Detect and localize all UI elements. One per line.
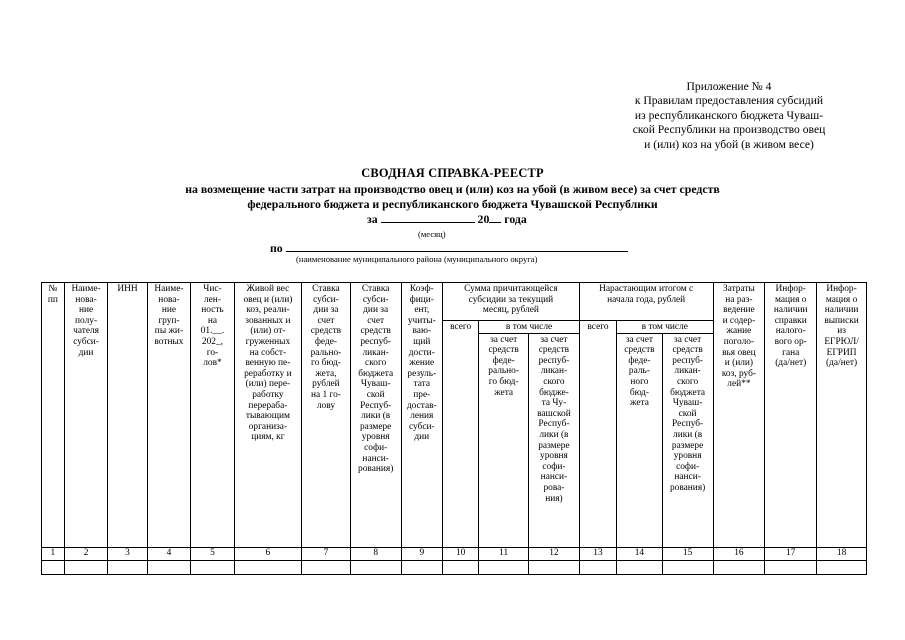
header-animal-group: Наиме- нова- ние груп- пы жи- вотных <box>147 283 191 548</box>
header-current-month-sum: Сумма причитающейся субсидии за текущий месяц, рублей <box>443 283 580 321</box>
column-number: 10 <box>443 547 479 560</box>
table-cell[interactable] <box>817 560 867 574</box>
table-cell[interactable] <box>302 560 351 574</box>
column-number: 9 <box>401 547 442 560</box>
document-subtitle-line-2: федерального бюджета и республиканского бюджета Чувашской Республики <box>247 197 658 211</box>
header-costs: Затраты на раз- ведение и содер- жание поголо- вья овец и (или) коз, руб- лей** <box>713 283 765 548</box>
table-cell[interactable] <box>529 560 580 574</box>
column-number: 2 <box>64 547 108 560</box>
table-cell[interactable] <box>617 560 663 574</box>
header-total-cumulative: всего <box>579 321 616 548</box>
header-headcount: Чис- лен- ность на 01.__. 202_, го- лов* <box>191 283 235 548</box>
appendix-note <box>598 80 860 152</box>
table-cell[interactable] <box>64 560 108 574</box>
column-number: 14 <box>617 547 663 560</box>
period-row <box>367 211 527 227</box>
municipality-blank <box>286 240 628 252</box>
header-coefficient: Коэф- фици- ент, учиты- ваю- щий дости- жение резуль- тата пре- достав- ления субси- дии <box>401 283 442 548</box>
month-caption: (месяц) <box>418 229 446 239</box>
column-number: 1 <box>42 547 65 560</box>
column-number: 4 <box>147 547 191 560</box>
column-number: 16 <box>713 547 765 560</box>
table-cell[interactable] <box>443 560 479 574</box>
document-title: СВОДНАЯ СПРАВКА-РЕЕСТР <box>361 166 544 180</box>
header-including-current: в том числе <box>479 321 580 334</box>
header-republic-current: за счет средств респуб- ликан- ского бюдже- та Чу- вашской Респуб- лики (в размере уровня софи- нанси- рова- ния) <box>529 333 580 547</box>
appendix-line: и (или) коз на убой (в живом весе) <box>644 137 814 151</box>
column-number: 11 <box>479 547 529 560</box>
column-number: 7 <box>302 547 351 560</box>
table-cell[interactable] <box>42 560 65 574</box>
column-number: 3 <box>108 547 147 560</box>
appendix-line: к Правилам предоставления субсидий <box>634 94 824 108</box>
header-federal-current: за счет средств феде- рально- го бюд- жета <box>479 333 529 547</box>
header-cumulative-sum: Нарастающим итогом с начала года, рублей <box>579 283 713 321</box>
month-blank <box>381 211 475 223</box>
table-cell[interactable] <box>234 560 301 574</box>
table-cell[interactable] <box>765 560 817 574</box>
municipality-caption: (наименование муниципального района (муниципального округа) <box>296 254 538 264</box>
column-number: 6 <box>234 547 301 560</box>
header-number: № пп <box>42 283 65 548</box>
table-cell[interactable] <box>108 560 147 574</box>
document-subtitle-line-1: на возмещение части затрат на производство овец и (или) коз на убой (в живом весе) за счет средств <box>185 182 720 196</box>
header-republic-rate: Ставка субси- дии за счет средств респуб- ликан- ского бюджета Чуваш- ской Респуб- лики (в размере уровня софи- нанси- рования) <box>350 283 401 548</box>
table-cell[interactable] <box>191 560 235 574</box>
header-republic-cumulative: за счет средств респуб- ликан- ского бюджета Чуваш- ской Респуб- лики (в размере уровня софи- нанси- рования) <box>662 333 713 547</box>
table-cell[interactable] <box>147 560 191 574</box>
table-cell[interactable] <box>713 560 765 574</box>
year-prefix: 20 <box>477 212 490 226</box>
table-cell[interactable] <box>579 560 616 574</box>
by-prefix: по <box>270 241 283 255</box>
header-recipient-name: Наиме- нова- ние полу- чателя субси- дии <box>64 283 108 548</box>
column-number: 17 <box>765 547 817 560</box>
column-number: 8 <box>350 547 401 560</box>
column-number: 13 <box>579 547 616 560</box>
header-egrul-extract: Инфор- мация о наличии выписки из ЕГРЮЛ/ ЕГРИП (да/нет) <box>817 283 867 548</box>
header-total-current: всего <box>443 321 479 548</box>
period-suffix: года <box>504 212 527 226</box>
header-inn: ИНН <box>108 283 147 548</box>
year-blank <box>489 211 501 223</box>
appendix-line: из республиканского бюджета Чуваш- <box>634 108 824 122</box>
column-number: 15 <box>662 547 713 560</box>
header-federal-cumulative: за счет средств феде- раль- ного бюд- жета <box>617 333 663 547</box>
appendix-line: Приложение № 4 <box>686 80 772 93</box>
header-federal-rate: Ставка субси- дии за счет средств феде- рально- го бюд- жета, рублей на 1 го- лову <box>302 283 351 548</box>
column-number: 12 <box>529 547 580 560</box>
header-tax-certificate: Инфор- мация о наличии справки налого- вого ор- гана (да/нет) <box>765 283 817 548</box>
column-number: 18 <box>817 547 867 560</box>
table-cell[interactable] <box>662 560 713 574</box>
table-cell[interactable] <box>350 560 401 574</box>
table-row <box>42 560 867 574</box>
header-including-cumulative: в том числе <box>617 321 713 334</box>
registry-table <box>41 282 867 575</box>
table-cell[interactable] <box>479 560 529 574</box>
table-cell[interactable] <box>401 560 442 574</box>
column-number: 5 <box>191 547 235 560</box>
header-live-weight: Живой вес овец и (или) коз, реали- зованных и (или) от- груженных на собст- венную пе- реработку и (или) пере- работку перераба- тывающим организа- циям, кг <box>234 283 301 548</box>
period-prefix: за <box>367 212 378 226</box>
appendix-line: ской Республики на производство овец <box>632 123 826 137</box>
